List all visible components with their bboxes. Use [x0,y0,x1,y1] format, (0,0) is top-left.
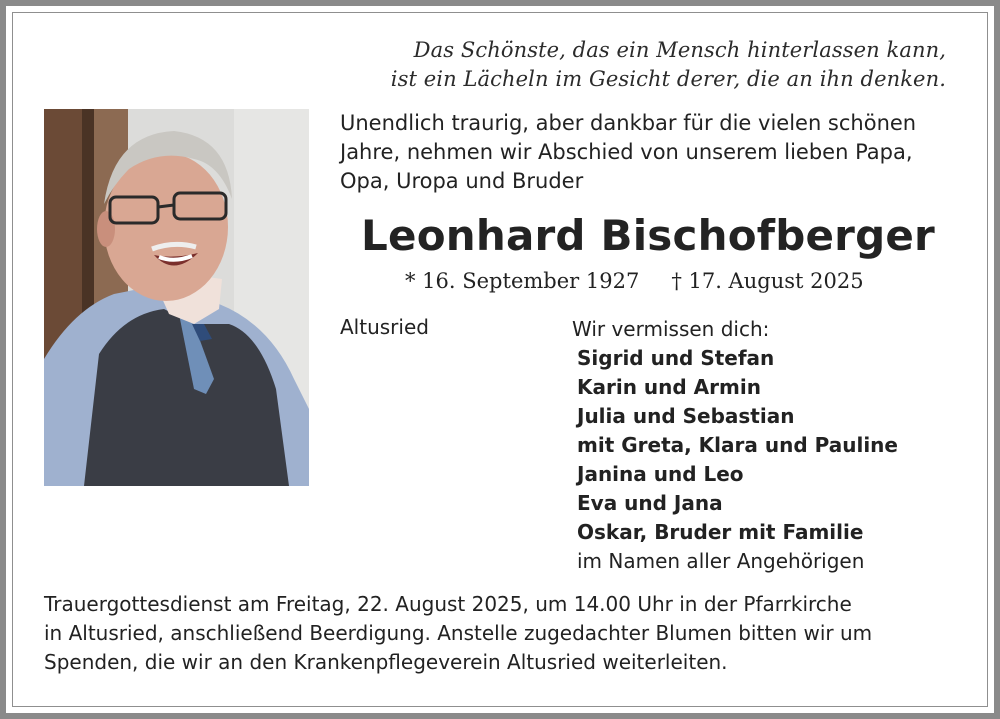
intro-line-2: Jahre, nehmen wir Abschied von unserem lieben Papa, [340,140,913,164]
portrait-illustration [44,109,309,486]
family-member: Karin und Armin [577,375,761,399]
family-member: mit Greta, Klara und Pauline [577,433,898,457]
motto-line-1: Das Schönste, das ein Mensch hinterlassen kann, [413,38,946,62]
family-member: Oskar, Bruder mit Familie [577,520,864,544]
place-name: Altusried [340,315,429,339]
family-list [572,315,898,576]
motto-line-2: ist ein Lächeln im Gesicht derer, die an ihn denken. [390,67,946,91]
family-closing: im Namen aller Angehörigen [577,549,865,573]
death-date: † 17. August 2025 [671,269,864,293]
service-line-2: in Altusried, anschließend Beerdigung. Anstelle zugedachter Blumen bitten wir um [44,621,873,645]
intro-line-1: Unendlich traurig, aber dankbar für die vielen schönen [340,111,917,135]
birth-date: * 16. September 1927 [405,269,640,293]
family-member: Eva und Jana [577,491,723,515]
portrait-photo [44,109,309,486]
intro-text [340,109,980,196]
service-line-1: Trauergottesdienst am Freitag, 22. August 2025, um 14.00 Uhr in der Pfarrkirche [44,592,852,616]
motto-quote [391,36,946,94]
obituary-notice [6,6,994,713]
funeral-service-info [44,590,974,677]
life-dates [405,269,864,293]
family-member: Sigrid und Stefan [577,346,775,370]
family-lead: Wir vermissen dich: [572,317,770,341]
intro-line-3: Opa, Uropa und Bruder [340,169,584,193]
service-line-3: Spenden, die wir an den Krankenpflegeverein Altusried weiterleiten. [44,650,728,674]
family-member: Janina und Leo [577,462,744,486]
family-member: Julia und Sebastian [577,404,795,428]
deceased-name: Leonhard Bischofberger [361,211,935,260]
